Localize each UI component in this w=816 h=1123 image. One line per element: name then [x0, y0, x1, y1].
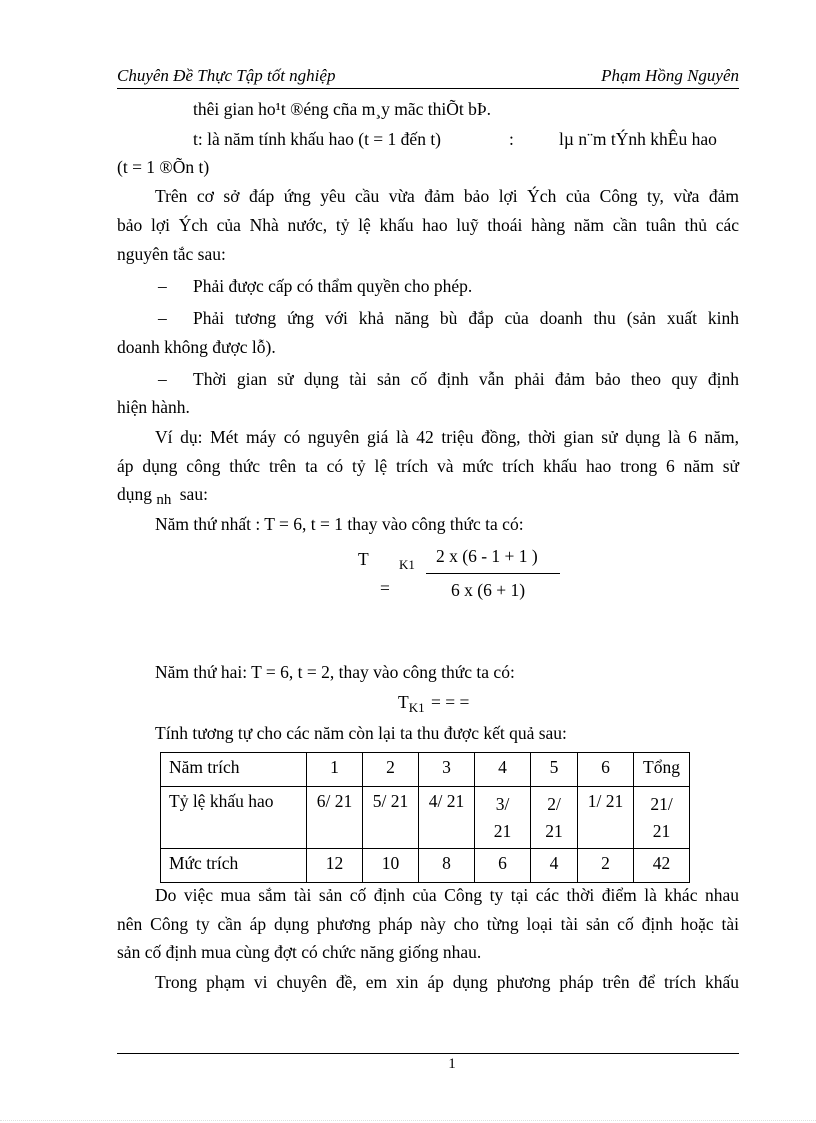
- table-cell: [531, 787, 578, 849]
- table-cell: 5/ 21: [363, 787, 419, 849]
- text-line: thêi gian ho¹t ®éng cña m¸y mãc thiÕt bÞ.: [193, 99, 491, 119]
- table-header-cell: 2: [363, 753, 419, 787]
- page-edge: [0, 1120, 816, 1121]
- text-line: nguyên tắc sau:: [117, 244, 226, 264]
- formula-denominator: 6 x (6 + 1): [451, 580, 526, 600]
- table-header-cell: 4: [475, 753, 531, 787]
- text-fragment: sau:: [179, 484, 208, 504]
- tk1-expression: [398, 692, 469, 713]
- cell-line: 21: [652, 821, 671, 841]
- footer-rule: [117, 1053, 739, 1054]
- bullet-text: doanh không được lỗ).: [117, 337, 276, 357]
- text-line: lµ n¨m tÝnh khÊu hao: [559, 129, 717, 149]
- text-line: sản cố định mua cùng đợt có chức năng giống nhau.: [117, 942, 482, 962]
- cell-line: 2/: [547, 794, 561, 814]
- text-colon: :: [509, 129, 514, 149]
- formula-equals: =: [380, 578, 390, 598]
- fraction-bar: [426, 573, 560, 574]
- depreciation-table: [160, 752, 690, 883]
- table-cell: [634, 787, 690, 849]
- cell-line: 21/: [650, 794, 673, 814]
- text-line: áp dụng công thức trên ta có tỷ lệ trích và mức trích khấu hao trong 6 năm sử: [117, 456, 739, 476]
- table-header-cell: Năm trích: [161, 753, 307, 787]
- table-row: [161, 787, 690, 849]
- table-cell: 6/ 21: [307, 787, 363, 849]
- cell-line: 21: [493, 821, 512, 841]
- table-cell: 42: [634, 849, 690, 883]
- table-row: [161, 753, 690, 787]
- text-line: Trong phạm vi chuyên đề, em xin áp dụng phương pháp trên để trích khấu: [155, 972, 739, 992]
- dash-bullet: –: [158, 276, 167, 296]
- bullet-text: hiện hành.: [117, 397, 190, 417]
- page-number: 1: [448, 1056, 456, 1072]
- table-header-cell: Tổng: [634, 753, 690, 787]
- table-cell: 10: [363, 849, 419, 883]
- table-cell: 4/ 21: [419, 787, 475, 849]
- formula-T: T: [358, 549, 369, 569]
- table-header-cell: 3: [419, 753, 475, 787]
- text-line: Năm thứ nhất : T = 6, t = 1 thay vào công thức ta có:: [155, 514, 524, 534]
- page-header: [117, 64, 739, 89]
- table-row: [161, 849, 690, 883]
- header-author: Phạm Hồng Nguyên: [601, 66, 739, 85]
- table-cell: Tỷ lệ khấu hao: [161, 787, 307, 849]
- table-cell: Mức trích: [161, 849, 307, 883]
- table-cell: 4: [531, 849, 578, 883]
- tk1-equals: = = =: [430, 692, 470, 712]
- table-cell: 1/ 21: [578, 787, 634, 849]
- cell-line: 3/: [495, 794, 510, 814]
- bullet-text: Thời gian sử dụng tài sản cố định vẫn phải đảm bảo theo quy định: [193, 369, 739, 389]
- header-title: Chuyên Đề Thực Tập tốt nghiệp: [117, 66, 336, 85]
- table-cell: 6: [475, 849, 531, 883]
- table-cell: 12: [307, 849, 363, 883]
- formula-subscript: K1: [399, 557, 415, 572]
- text-line: bảo lợi Ých của Nhà nước, tỷ lệ khấu hao luỹ thoái hàng năm cần tuân thủ các: [117, 215, 739, 235]
- dash-bullet: –: [158, 369, 167, 389]
- text-line: Năm thứ hai: T = 6, t = 2, thay vào công thức ta có:: [155, 662, 515, 682]
- text-line: Trên cơ sở đáp ứng yêu cầu vừa đảm bảo lợi Ých của Công ty, vừa đảm: [155, 186, 739, 206]
- text-fragment: nh: [156, 492, 172, 508]
- table-header-cell: 6: [578, 753, 634, 787]
- table-cell: 2: [578, 849, 634, 883]
- table-header-cell: 1: [307, 753, 363, 787]
- dash-bullet: –: [158, 308, 167, 328]
- tk1-subscript: K1: [408, 700, 425, 715]
- text-line: Tính tương tự cho các năm còn lại ta thu được kết quả sau:: [155, 723, 567, 743]
- text-line: Ví dụ: Mét máy có nguyên giá là 42 triệu đồng, thời gian sử dụng là 6 năm,: [155, 427, 739, 447]
- text-fragment: dụng: [117, 484, 152, 504]
- bullet-text: Phải được cấp có thẩm quyền cho phép.: [193, 276, 473, 296]
- table-header-cell: 5: [531, 753, 578, 787]
- text-line: nên Công ty cần áp dụng phương pháp này cho từng loại tài sản cố định hoặc tài: [117, 914, 739, 934]
- formula-numerator: 2 x (6 - 1 + 1 ): [436, 546, 538, 566]
- cell-line: 21: [545, 821, 563, 841]
- text-line: (t = 1 ®Õn t): [117, 157, 210, 177]
- tk1-T: T: [398, 692, 409, 712]
- text-line: Do việc mua sắm tài sản cố định của Công ty tại các thời điểm là khác nhau: [155, 885, 739, 905]
- table-cell: 8: [419, 849, 475, 883]
- bullet-text: Phải tương ứng với khả năng bù đắp của doanh thu (sản xuất kinh: [193, 308, 739, 328]
- table-cell: [475, 787, 531, 849]
- text-line: t: là năm tính khấu hao (t = 1 đến t): [193, 129, 442, 149]
- text-line: [117, 484, 208, 508]
